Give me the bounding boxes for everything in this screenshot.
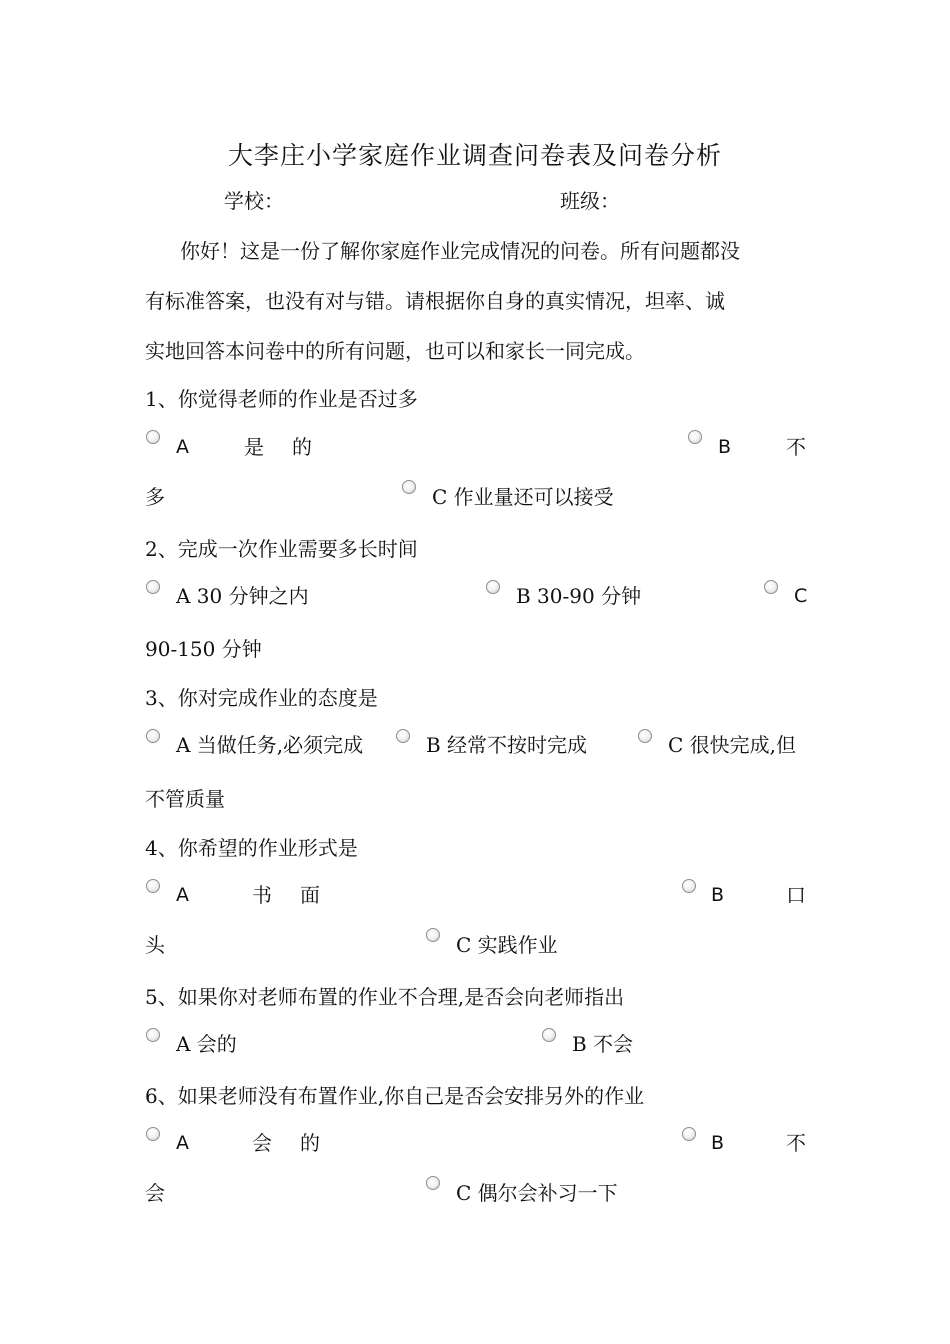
- q6-option-a-char-2: 的: [300, 1131, 320, 1155]
- q4-option-a-letter: A: [176, 884, 189, 906]
- q5-option-a-label: A 会的: [176, 1032, 237, 1056]
- q6-option-b-radio[interactable]: [682, 1127, 696, 1141]
- q2-option-b-label: B 30-90 分钟: [516, 584, 642, 608]
- q1-option-b-char-2: 多: [145, 485, 165, 509]
- q4-option-a-radio[interactable]: [146, 879, 160, 893]
- q5-option-a-radio[interactable]: [146, 1028, 160, 1042]
- q6-option-b-char-1: 不: [786, 1131, 806, 1155]
- q1-option-a-radio[interactable]: [146, 430, 160, 444]
- q3-option-c-radio[interactable]: [638, 729, 652, 743]
- q2-option-c-radio[interactable]: [764, 580, 778, 594]
- q6-option-c-label: C 偶尔会补习一下: [456, 1181, 618, 1205]
- intro-line-2: 有标准答案，也没有对与错。请根据你自身的真实情况，坦率、诚: [145, 289, 725, 313]
- q4-option-b-char-2: 头: [145, 933, 165, 957]
- q5-option-b-radio[interactable]: [542, 1028, 556, 1042]
- q3-option-c-continuation: 不管质量: [145, 787, 225, 811]
- q1-option-c-label: C 作业量还可以接受: [432, 485, 614, 509]
- q4-option-c-radio[interactable]: [426, 928, 440, 942]
- q6-option-a-char-1: 会: [252, 1131, 272, 1155]
- school-label: 学校：: [224, 189, 284, 213]
- q3-option-a-label: A 当做任务,必须完成: [176, 733, 364, 757]
- q4-option-c-label: C 实践作业: [456, 933, 558, 957]
- intro-line-3: 实地回答本问卷中的所有问题，也可以和家长一同完成。: [145, 339, 645, 363]
- question-3-text: 3、你对完成作业的态度是: [145, 686, 378, 710]
- intro-line-1: 你好！这是一份了解你家庭作业完成情况的问卷。所有问题都没: [180, 239, 740, 263]
- class-label: 班级：: [560, 189, 620, 213]
- q6-option-a-letter: A: [176, 1132, 189, 1154]
- q6-option-a-radio[interactable]: [146, 1127, 160, 1141]
- q2-option-c-label: 90-150 分钟: [145, 637, 262, 661]
- q2-option-a-radio[interactable]: [146, 580, 160, 594]
- question-5-text: 5、如果你对老师布置的作业不合理,是否会向老师指出: [145, 985, 625, 1009]
- q4-option-a-char-1: 书: [252, 883, 272, 907]
- question-4-text: 4、你希望的作业形式是: [145, 836, 358, 860]
- q6-option-b-letter: B: [711, 1132, 725, 1154]
- q6-option-b-char-2: 会: [145, 1181, 165, 1205]
- q4-option-b-char-1: 口: [786, 883, 806, 907]
- q2-option-a-label: A 30 分钟之内: [176, 584, 309, 608]
- q5-option-b-label: B 不会: [572, 1032, 634, 1056]
- q1-option-b-char-1: 不: [786, 435, 806, 459]
- q4-option-a-char-2: 面: [300, 883, 320, 907]
- q2-option-b-radio[interactable]: [486, 580, 500, 594]
- q6-option-c-radio[interactable]: [426, 1176, 440, 1190]
- q1-option-a-char-2: 的: [292, 435, 312, 459]
- q2-option-c-letter: C: [794, 585, 808, 607]
- q1-option-b-radio[interactable]: [688, 430, 702, 444]
- q3-option-a-radio[interactable]: [146, 729, 160, 743]
- q1-option-b-letter: B: [718, 436, 732, 458]
- question-2-text: 2、完成一次作业需要多长时间: [145, 537, 418, 561]
- q1-option-a-letter: A: [176, 436, 189, 458]
- q3-option-c-label: C 很快完成,但: [668, 733, 797, 757]
- q3-option-b-label: B 经常不按时完成: [426, 733, 588, 757]
- q1-option-c-radio[interactable]: [402, 480, 416, 494]
- q4-option-b-radio[interactable]: [682, 879, 696, 893]
- q1-option-a-char-1: 是: [244, 435, 264, 459]
- page-title: 大李庄小学家庭作业调查问卷表及问卷分析: [227, 141, 722, 170]
- q3-option-b-radio[interactable]: [396, 729, 410, 743]
- q4-option-b-letter: B: [711, 884, 725, 906]
- question-1-text: 1、你觉得老师的作业是否过多: [145, 387, 418, 411]
- question-6-text: 6、如果老师没有布置作业,你自己是否会安排另外的作业: [145, 1084, 645, 1108]
